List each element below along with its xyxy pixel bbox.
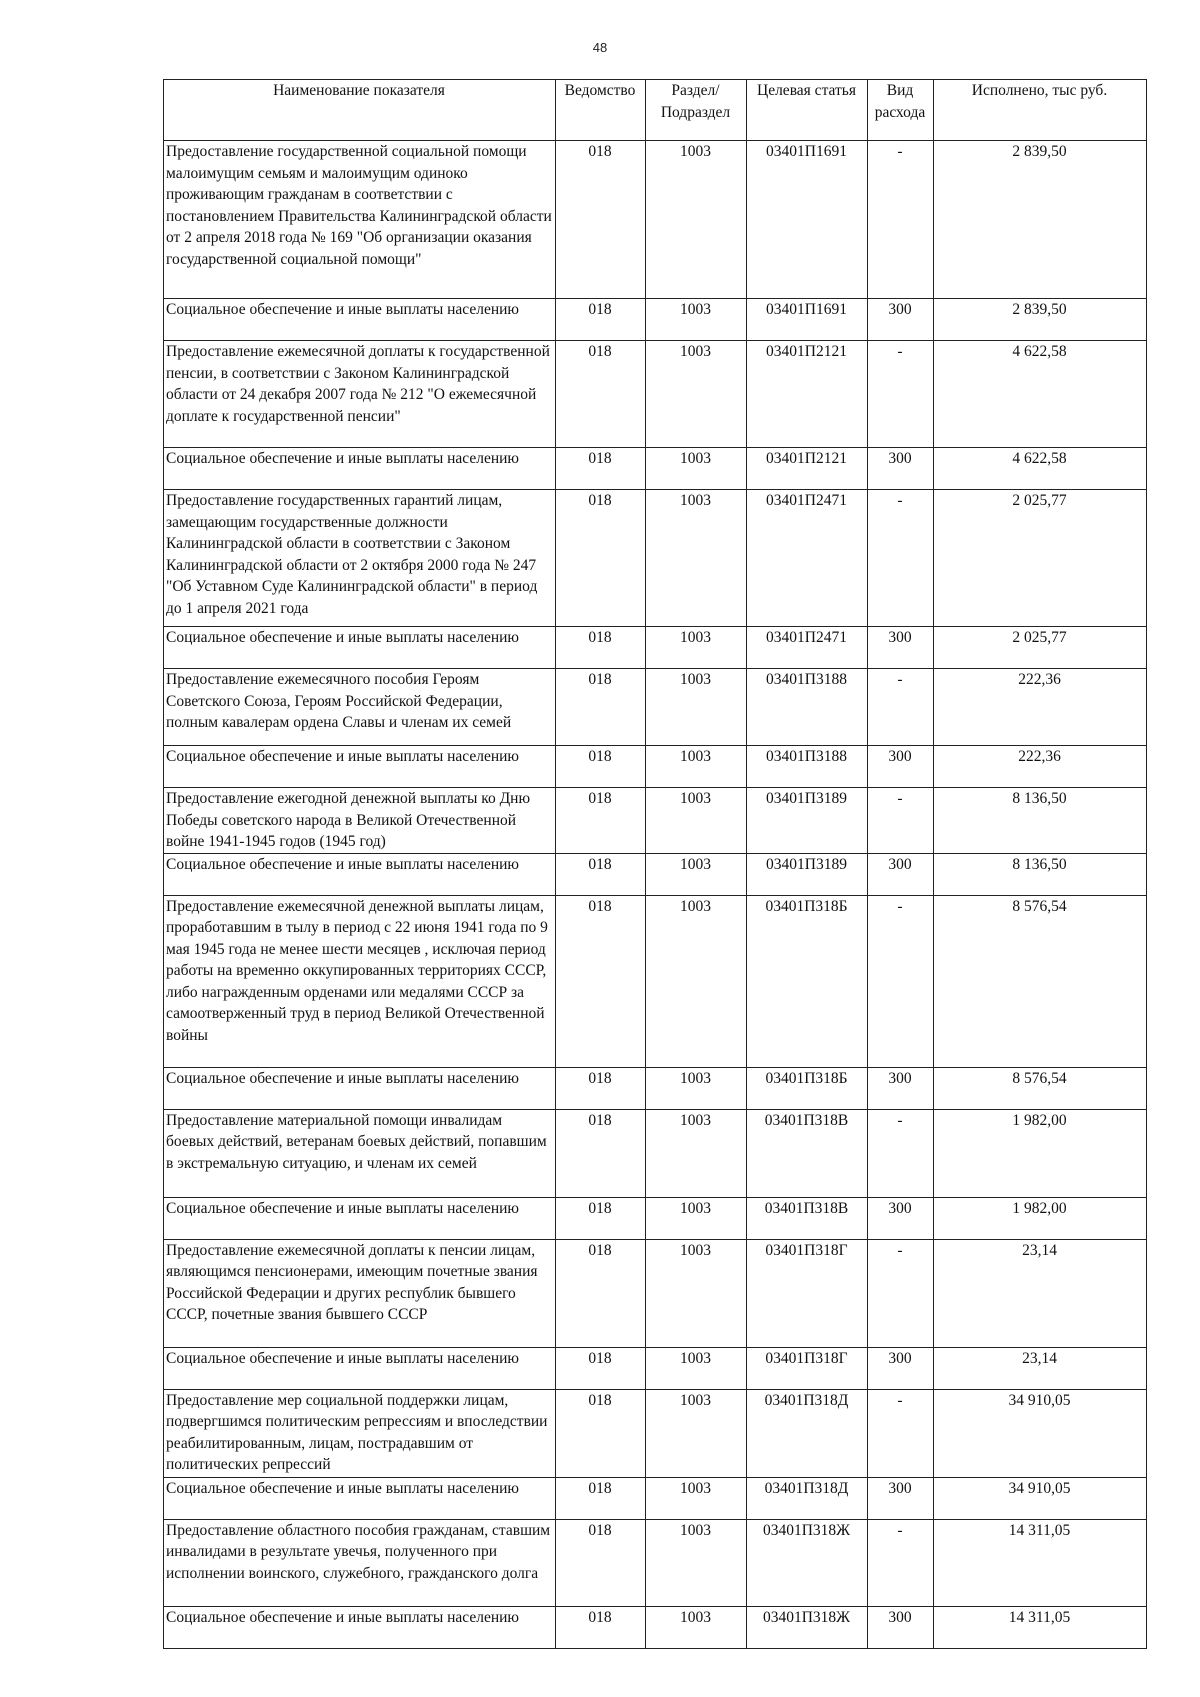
- row-target: 03401П3189: [747, 788, 868, 854]
- budget-execution-table: [163, 79, 1147, 1649]
- row-section: 1003: [646, 1239, 747, 1347]
- row-name: Предоставление мер социальной поддержки лицам, подвергшимся политическим репрессиям и впоследствии реабилитированным, лицам, пострадавшим от политических репрессий: [164, 1389, 556, 1477]
- row-dept: 018: [556, 1606, 646, 1648]
- row-target: 03401П3188: [747, 746, 868, 788]
- row-type: 300: [868, 1606, 934, 1648]
- row-section: 1003: [646, 669, 747, 746]
- row-section: 1003: [646, 853, 747, 895]
- row-dept: 018: [556, 1109, 646, 1197]
- row-amount: 222,36: [934, 669, 1147, 746]
- row-section: 1003: [646, 1197, 747, 1239]
- row-amount: 8 136,50: [934, 788, 1147, 854]
- row-dept: 018: [556, 746, 646, 788]
- table-row: [164, 341, 1147, 448]
- row-section: 1003: [646, 746, 747, 788]
- row-target: 03401П3189: [747, 853, 868, 895]
- table-row: [164, 1197, 1147, 1239]
- table-row: [164, 1239, 1147, 1347]
- row-section: 1003: [646, 341, 747, 448]
- table-row: [164, 853, 1147, 895]
- row-name: Предоставление материальной помощи инвалидам боевых действий, ветеранам боевых действий, попавшим в экстремальную ситуацию, и членам их семей: [164, 1109, 556, 1197]
- row-name: Социальное обеспечение и иные выплаты населению: [164, 1067, 556, 1109]
- row-dept: 018: [556, 669, 646, 746]
- row-name: Социальное обеспечение и иные выплаты населению: [164, 746, 556, 788]
- row-name: Предоставление ежемесячной доплаты к государственной пенсии, в соответствии с Законом Калининградской области от 24 декабря 2007 года № 212 "О ежемесячной доплате к государственной пенсии": [164, 341, 556, 448]
- row-target: 03401П318Г: [747, 1347, 868, 1389]
- row-target: 03401П2471: [747, 490, 868, 627]
- row-amount: 8 136,50: [934, 853, 1147, 895]
- row-type: 300: [868, 1067, 934, 1109]
- table-row: [164, 299, 1147, 341]
- row-amount: 34 910,05: [934, 1389, 1147, 1477]
- row-type: 300: [868, 627, 934, 669]
- row-section: 1003: [646, 1519, 747, 1606]
- row-section: 1003: [646, 141, 747, 299]
- table-row: [164, 1347, 1147, 1389]
- row-dept: 018: [556, 1239, 646, 1347]
- row-dept: 018: [556, 448, 646, 490]
- row-target: 03401П318Д: [747, 1389, 868, 1477]
- row-type: -: [868, 1519, 934, 1606]
- row-target: 03401П318Б: [747, 1067, 868, 1109]
- row-type: -: [868, 669, 934, 746]
- row-name: Социальное обеспечение и иные выплаты населению: [164, 627, 556, 669]
- table-row: [164, 788, 1147, 854]
- row-name: Социальное обеспечение и иные выплаты населению: [164, 1477, 556, 1519]
- row-dept: 018: [556, 1519, 646, 1606]
- row-name: Предоставление областного пособия гражданам, ставшим инвалидами в результате увечья, полученного при исполнении воинского, служебного, гражданского долга: [164, 1519, 556, 1606]
- row-dept: 018: [556, 1067, 646, 1109]
- row-section: 1003: [646, 1477, 747, 1519]
- table-row: [164, 627, 1147, 669]
- row-amount: 2 025,77: [934, 490, 1147, 627]
- header-name: Наименование показателя: [164, 80, 556, 141]
- row-amount: 23,14: [934, 1347, 1147, 1389]
- row-target: 03401П318Д: [747, 1477, 868, 1519]
- table-row: [164, 1067, 1147, 1109]
- row-type: 300: [868, 1477, 934, 1519]
- row-type: 300: [868, 1347, 934, 1389]
- row-amount: 1 982,00: [934, 1197, 1147, 1239]
- row-amount: 8 576,54: [934, 895, 1147, 1067]
- row-type: -: [868, 1109, 934, 1197]
- row-name: Предоставление государственных гарантий лицам, замещающим государственные должности Калининградской области в соответствии с Законом Калининградской области от 2 октября 2000 года № 247 "Об Уставном Суде Калининградской области" в период до 1 апреля 2021 года: [164, 490, 556, 627]
- row-section: 1003: [646, 490, 747, 627]
- header-dept: Ведомство: [556, 80, 646, 141]
- row-name: Социальное обеспечение и иные выплаты населению: [164, 1347, 556, 1389]
- row-target: 03401П2121: [747, 341, 868, 448]
- table-row: [164, 1519, 1147, 1606]
- row-type: -: [868, 895, 934, 1067]
- row-name: Предоставление ежемесячного пособия Героям Советского Союза, Героям Российской Федерации, полным кавалерам ордена Славы и членам их семей: [164, 669, 556, 746]
- row-amount: 8 576,54: [934, 1067, 1147, 1109]
- row-dept: 018: [556, 490, 646, 627]
- row-amount: 2 839,50: [934, 299, 1147, 341]
- row-section: 1003: [646, 299, 747, 341]
- row-amount: 222,36: [934, 746, 1147, 788]
- row-target: 03401П1691: [747, 141, 868, 299]
- row-section: 1003: [646, 1109, 747, 1197]
- row-type: -: [868, 1239, 934, 1347]
- row-target: 03401П318Б: [747, 895, 868, 1067]
- row-target: 03401П2471: [747, 627, 868, 669]
- row-amount: 4 622,58: [934, 341, 1147, 448]
- row-name: Социальное обеспечение и иные выплаты населению: [164, 448, 556, 490]
- row-target: 03401П318В: [747, 1197, 868, 1239]
- row-name: Предоставление государственной социальной помощи малоимущим семьям и малоимущим одиноко проживающим гражданам в соответствии с постановлением Правительства Калининградской области от 2 апреля 2018 года № 169 "Об организации оказания государственной социальной помощи": [164, 141, 556, 299]
- row-dept: 018: [556, 627, 646, 669]
- page-number: 48: [592, 40, 608, 55]
- row-name: Предоставление ежемесячной доплаты к пенсии лицам, являющимся пенсионерами, имеющим почетные звания Российской Федерации и других республик бывшего СССР, почетные звания бывшего СССР: [164, 1239, 556, 1347]
- row-amount: 34 910,05: [934, 1477, 1147, 1519]
- table-row: [164, 141, 1147, 299]
- row-section: 1003: [646, 627, 747, 669]
- table-row: [164, 490, 1147, 627]
- row-section: 1003: [646, 448, 747, 490]
- header-section: Раздел/ Подраздел: [646, 80, 747, 141]
- row-type: -: [868, 490, 934, 627]
- table-row: [164, 895, 1147, 1067]
- row-name: Социальное обеспечение и иные выплаты населению: [164, 853, 556, 895]
- row-target: 03401П318Г: [747, 1239, 868, 1347]
- row-amount: 14 311,05: [934, 1606, 1147, 1648]
- row-target: 03401П2121: [747, 448, 868, 490]
- row-dept: 018: [556, 299, 646, 341]
- row-type: 300: [868, 746, 934, 788]
- row-type: -: [868, 141, 934, 299]
- row-type: 300: [868, 299, 934, 341]
- row-type: 300: [868, 1197, 934, 1239]
- row-section: 1003: [646, 1067, 747, 1109]
- row-name: Предоставление ежемесячной денежной выплаты лицам, проработавшим в тылу в период с 22 июня 1941 года по 9 мая 1945 года не менее шести месяцев , исключая период работы на временно оккупированных территориях СССР, либо награжденным орденами или медалями СССР за самоотверженный труд в период Великой Отечественной войны: [164, 895, 556, 1067]
- row-target: 03401П318Ж: [747, 1519, 868, 1606]
- row-type: -: [868, 1389, 934, 1477]
- header-target: Целевая статья: [747, 80, 868, 141]
- row-dept: 018: [556, 853, 646, 895]
- row-dept: 018: [556, 1389, 646, 1477]
- row-dept: 018: [556, 1477, 646, 1519]
- row-name: Социальное обеспечение и иные выплаты населению: [164, 299, 556, 341]
- table-row: [164, 448, 1147, 490]
- row-section: 1003: [646, 1347, 747, 1389]
- row-type: -: [868, 788, 934, 854]
- table-row: [164, 669, 1147, 746]
- row-amount: 23,14: [934, 1239, 1147, 1347]
- row-dept: 018: [556, 141, 646, 299]
- row-section: 1003: [646, 788, 747, 854]
- row-amount: 1 982,00: [934, 1109, 1147, 1197]
- row-dept: 018: [556, 341, 646, 448]
- row-dept: 018: [556, 1347, 646, 1389]
- table-row: [164, 746, 1147, 788]
- row-type: 300: [868, 853, 934, 895]
- row-type: -: [868, 341, 934, 448]
- header-expense-type: Вид расхода: [868, 80, 934, 141]
- row-amount: 14 311,05: [934, 1519, 1147, 1606]
- row-dept: 018: [556, 1197, 646, 1239]
- table-row: [164, 1109, 1147, 1197]
- row-target: 03401П3188: [747, 669, 868, 746]
- row-target: 03401П318В: [747, 1109, 868, 1197]
- row-dept: 018: [556, 895, 646, 1067]
- row-type: 300: [868, 448, 934, 490]
- table-row: [164, 1477, 1147, 1519]
- row-name: Предоставление ежегодной денежной выплаты ко Дню Победы советского народа в Великой Отечественной войне 1941-1945 годов (1945 год): [164, 788, 556, 854]
- row-target: 03401П318Ж: [747, 1606, 868, 1648]
- row-target: 03401П1691: [747, 299, 868, 341]
- row-amount: 2 025,77: [934, 627, 1147, 669]
- row-section: 1003: [646, 895, 747, 1067]
- table-row: [164, 1389, 1147, 1477]
- row-dept: 018: [556, 788, 646, 854]
- row-section: 1003: [646, 1606, 747, 1648]
- row-name: Социальное обеспечение и иные выплаты населению: [164, 1197, 556, 1239]
- row-name: Социальное обеспечение и иные выплаты населению: [164, 1606, 556, 1648]
- row-amount: 2 839,50: [934, 141, 1147, 299]
- table-row: [164, 1606, 1147, 1648]
- row-section: 1003: [646, 1389, 747, 1477]
- header-executed: Исполнено, тыс руб.: [934, 80, 1147, 141]
- table-header-row: [164, 80, 1147, 141]
- row-amount: 4 622,58: [934, 448, 1147, 490]
